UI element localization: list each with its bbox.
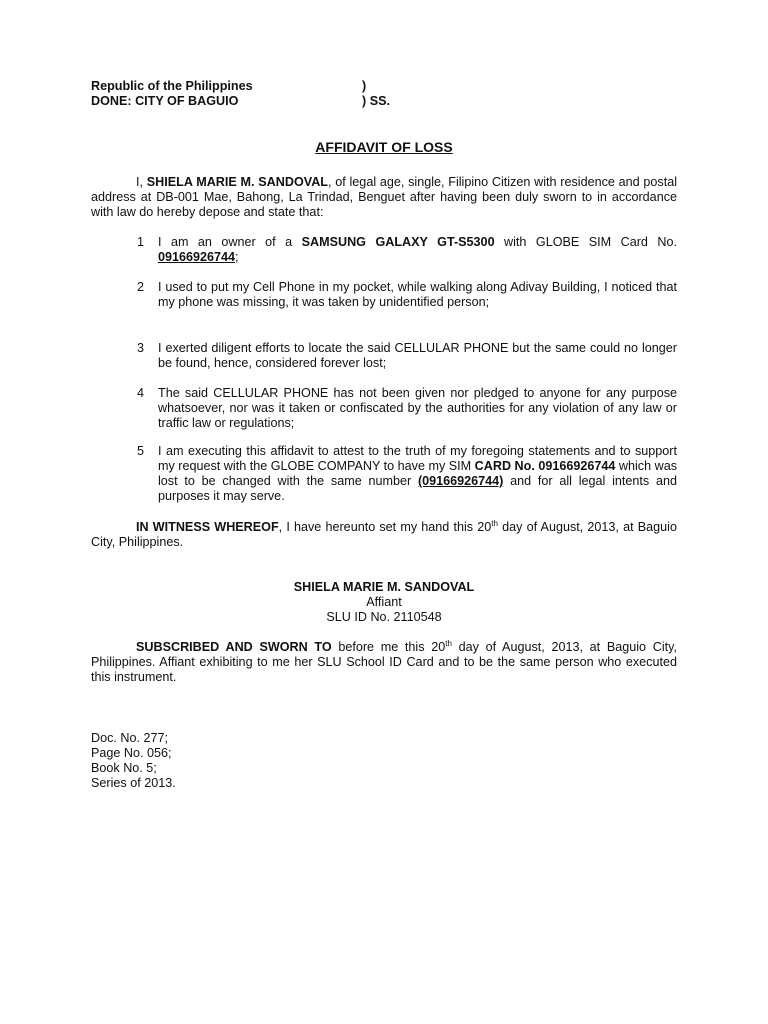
witness-pre: , I have hereunto set my hand this 20 xyxy=(278,520,492,534)
intro-post: , of legal age, single, Filipino Citizen with residence and postal address at DB-001 Mae, Bahong, La Trindad, Benguet after having been duly sworn to in accordance with law do hereby depose and state that: xyxy=(91,175,678,219)
sim-number: 09166926744 xyxy=(158,250,236,264)
jurat-heading: SUBSCRIBED AND SWORN TO xyxy=(136,640,332,654)
page-number: Page No. 056; xyxy=(91,746,172,760)
header-republic-line xyxy=(91,79,367,94)
header-ss: ) SS. xyxy=(362,94,390,108)
witness-post: day of August, 2013, at Baguio City, Philippines. xyxy=(91,520,677,549)
item-text-post: ; xyxy=(235,250,239,264)
header-republic: Republic of the Philippines xyxy=(91,79,253,93)
header-done-city: DONE: CITY OF BAGUIO xyxy=(91,94,239,108)
doc-number: Doc. No. 277; xyxy=(91,731,169,745)
intro-paragraph xyxy=(91,175,677,220)
item-text xyxy=(158,444,677,504)
list-item-1 xyxy=(137,235,677,265)
item-number: 1 xyxy=(137,235,145,249)
signatory-id: SLU ID No. 2110548 xyxy=(326,610,442,624)
signatory-name: SHIELA MARIE M. SANDOVAL xyxy=(293,580,475,594)
item-text xyxy=(158,235,677,265)
item-text-mid: which was lost to be changed with the same number xyxy=(158,459,677,488)
item-number: 5 xyxy=(137,444,145,458)
item-text-pre: I am an owner of a xyxy=(158,235,302,249)
intro-pre: I, xyxy=(136,175,147,189)
item-text: The said CELLULAR PHONE has not been given nor pledged to anyone for any purpose whatsoever, nor was it taken or confiscated by the authorities for any violation of any law or traffic law or regulations; xyxy=(158,386,677,430)
same-number: (09166926744) xyxy=(417,474,504,488)
jurat-post: day of August, 2013, at Baguio City, Philippines. Affiant exhibiting to me her SLU School ID Card and to be the same person who executed this instrument. xyxy=(91,640,677,684)
list-item-4 xyxy=(137,386,677,431)
signatory-role: Affiant xyxy=(366,595,402,609)
jurat-sup: th xyxy=(445,638,452,648)
item-text-mid: with GLOBE SIM Card No. xyxy=(494,235,677,249)
document-title xyxy=(0,139,768,156)
jurat-pre: before me this 20 xyxy=(331,640,446,654)
item-text: I used to put my Cell Phone in my pocket, while walking along Adivay Building, I noticed that my phone was missing, it was taken by unidentified person; xyxy=(158,280,677,309)
book-number: Book No. 5; xyxy=(91,761,157,775)
witness-sup: th xyxy=(491,518,498,528)
jurat-paragraph xyxy=(91,640,677,685)
sim-card-number: CARD No. 09166926744 xyxy=(474,459,616,473)
witness-heading: IN WITNESS WHEREOF xyxy=(136,520,279,534)
item-number: 3 xyxy=(137,341,145,355)
series-year: Series of 2013. xyxy=(91,776,176,790)
item-text: I exerted diligent efforts to locate the said CELLULAR PHONE but the same could no longer be found, hence, considered forever lost; xyxy=(158,341,677,370)
item-number: 2 xyxy=(137,280,145,294)
header-paren-1: ) xyxy=(362,79,367,93)
phone-model: SAMSUNG GALAXY GT-S5300 xyxy=(301,235,495,249)
title-text: AFFIDAVIT OF LOSS xyxy=(315,139,453,155)
header-done-line xyxy=(91,94,390,109)
list-item-5 xyxy=(137,444,677,504)
item-text-pre: I am executing this affidavit to attest to the truth of my foregoing statements and to support my request with the GLOBE COMPANY to have my SIM xyxy=(158,444,677,473)
affiant-name-inline: SHIELA MARIE M. SANDOVAL xyxy=(146,175,329,189)
witness-paragraph xyxy=(91,520,677,550)
item-text-post: and for all legal intents and purposes it may serve. xyxy=(158,474,677,503)
list-item-3 xyxy=(137,341,677,371)
item-number: 4 xyxy=(137,386,145,400)
list-item-2 xyxy=(137,280,677,310)
